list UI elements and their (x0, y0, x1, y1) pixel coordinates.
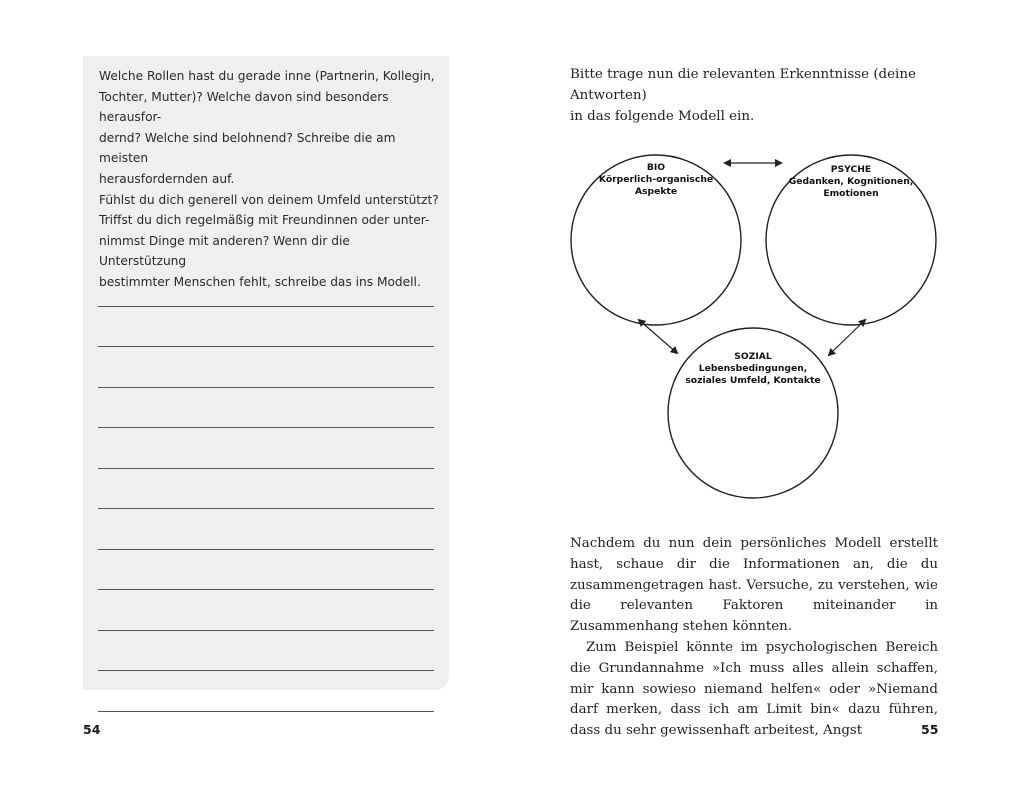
bio-title: BIO (646, 162, 666, 173)
psyche-line: Gedanken, Kognitionen, (788, 176, 914, 187)
writing-line (98, 469, 434, 510)
sozial-line: Lebensbedingungen, (698, 363, 808, 374)
paragraph: Nachdem du nun dein persönliches Modell erstellt hast, schaue dir die Informationen an, die du zusammengetragen hast. Versuche, zu verstehen, wie die relevanten Faktoren miteinander in Zusammenhang stehen könnten. (570, 536, 938, 635)
exercise-prompt (99, 66, 439, 293)
writing-line (98, 631, 434, 672)
prompt-line: Triffst du dich regelmäßig mit Freundinnen oder unter- (99, 213, 430, 228)
psyche-line: Emotionen (823, 188, 879, 199)
intro-line: Bitte trage nun die relevanten Erkenntnisse (deine Antworten) (570, 67, 916, 103)
writing-line (98, 671, 434, 712)
prompt-line: bestimmter Menschen fehlt, schreibe das ins Modell. (99, 274, 421, 289)
exercise-box (83, 56, 449, 690)
bio-line: Aspekte (634, 186, 678, 197)
right-page (510, 0, 1020, 812)
prompt-line: herausfordernden auf. (99, 171, 235, 186)
writing-line (98, 266, 434, 307)
prompt-line: nimmst Dinge mit anderen? Wenn dir die Unterstützung (99, 233, 350, 269)
writing-line (98, 550, 434, 591)
prompt-line: Tochter, Mutter)? Welche davon sind besonders herausfor- (99, 89, 389, 125)
writing-line (98, 428, 434, 469)
writing-line (98, 590, 434, 631)
psyche-title: PSYCHE (830, 164, 872, 175)
writing-line (98, 388, 434, 429)
writing-line (98, 509, 434, 550)
page-number-left: 54 (83, 722, 101, 737)
bio-psycho-social-model (565, 140, 955, 510)
intro-text (570, 64, 940, 127)
bio-line: Körperlich-organische (598, 174, 714, 185)
sozial-title: SOZIAL (734, 351, 772, 362)
page-number-right: 55 (921, 722, 939, 737)
body-text (570, 534, 938, 742)
paragraph: Zum Beispiel könnte im psychologischen Bereich die Grundannahme »Ich muss alles allein schaffen, mir kann sowieso niemand helfen« oder »Niemand darf merken, dass ich am Limit bin« dazu führen, dass du sehr gewissenhaft arbeitest, Angst (570, 639, 938, 739)
prompt-line: Welche Rollen hast du gerade inne (Partnerin, Kollegin, (99, 69, 435, 83)
writing-line (98, 347, 434, 388)
writing-line (98, 307, 434, 348)
prompt-line: dernd? Welche sind belohnend? Schreibe die am meisten (99, 130, 396, 166)
writing-lines (98, 266, 434, 712)
sozial-line: soziales Umfeld, Kontakte (685, 375, 821, 386)
intro-line: in das folgende Modell ein. (570, 109, 755, 124)
prompt-line: Fühlst du dich generell von deinem Umfeld unterstützt? (99, 192, 439, 207)
